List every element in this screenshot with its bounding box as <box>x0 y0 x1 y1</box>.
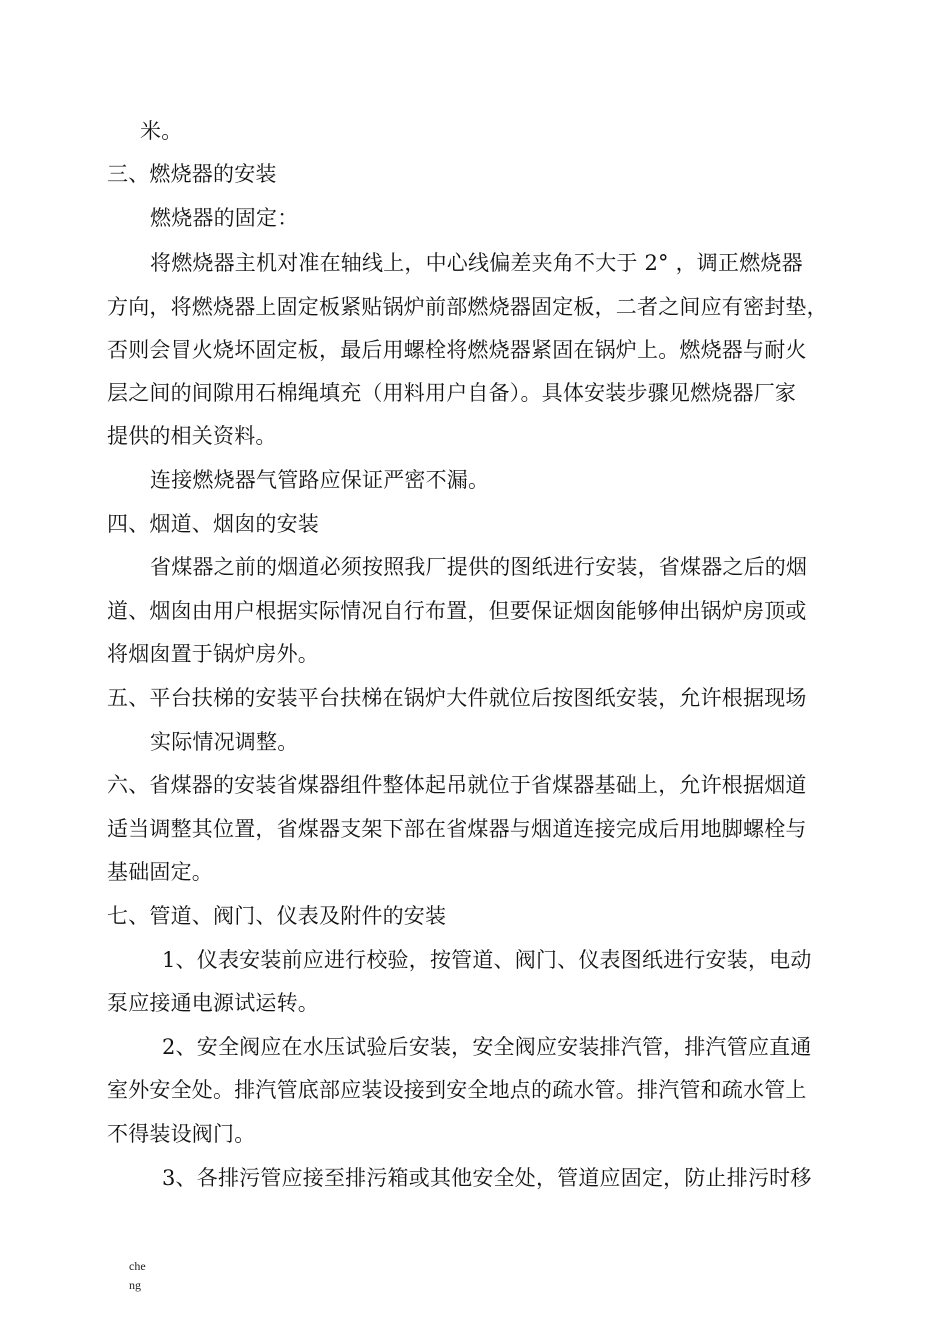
text-line: 基础固定。 <box>107 860 213 884</box>
text-line: 泵应接通电源试运转。 <box>107 991 319 1015</box>
subheading: 燃烧器的固定： <box>150 206 299 230</box>
text-line: 将烟囱置于锅炉房外。 <box>107 642 319 666</box>
footer-line: ng <box>129 1278 141 1292</box>
text-line: 方向，将燃烧器上固定板紧贴锅炉前部燃烧器固定板，二者之间应有密封垫， <box>107 295 828 319</box>
list-item: 3、各排污管应接至排污箱或其他安全处，管道应固定，防止排污时移 <box>162 1166 812 1190</box>
text-line: 将燃烧器主机对准在轴线上，中心线偏差夹角不大于 2° ，调正燃烧器 <box>150 251 803 275</box>
footer-note <box>129 1257 146 1295</box>
list-item: 2、安全阀应在水压试验后安装，安全阀应安装排汽管，排汽管应直通 <box>162 1035 812 1059</box>
section-heading: 三、燃烧器的安装 <box>107 162 277 186</box>
list-item: 1、仪表安装前应进行校验，按管道、阀门、仪表图纸进行安装，电动 <box>162 948 812 972</box>
section-heading: 四、烟道、烟囱的安装 <box>107 512 319 536</box>
section-heading: 六、省煤器的安装省煤器组件整体起吊就位于省煤器基础上，允许根据烟道 <box>107 773 807 797</box>
text-line: 省煤器之前的烟道必须按照我厂提供的图纸进行安装，省煤器之后的烟 <box>150 555 808 579</box>
text-line: 米。 <box>140 119 183 143</box>
text-line: 实际情况调整。 <box>150 730 299 754</box>
section-heading: 七、管道、阀门、仪表及附件的安装 <box>107 904 447 928</box>
section-heading: 五、平台扶梯的安装平台扶梯在锅炉大件就位后按图纸安装，允许根据现场 <box>107 686 807 710</box>
text-line: 道、烟囱由用户根据实际情况自行布置，但要保证烟囱能够伸出锅炉房顶或 <box>107 599 807 623</box>
text-line: 连接燃烧器气管路应保证严密不漏。 <box>150 468 490 492</box>
text-line: 提供的相关资料。 <box>107 424 277 448</box>
text-line: 否则会冒火烧坏固定板，最后用螺栓将燃烧器紧固在锅炉上。燃烧器与耐火 <box>107 338 807 362</box>
text-line: 室外安全处。排汽管底部应装设接到安全地点的疏水管。排汽管和疏水管上 <box>107 1078 807 1102</box>
footer-line: che <box>129 1259 146 1273</box>
text-line: 适当调整其位置，省煤器支架下部在省煤器与烟道连接完成后用地脚螺栓与 <box>107 817 807 841</box>
text-line: 不得装设阀门。 <box>107 1122 256 1146</box>
text-line: 层之间的间隙用石棉绳填充（用料用户自备）。具体安装步骤见燃烧器厂家 <box>107 381 797 405</box>
